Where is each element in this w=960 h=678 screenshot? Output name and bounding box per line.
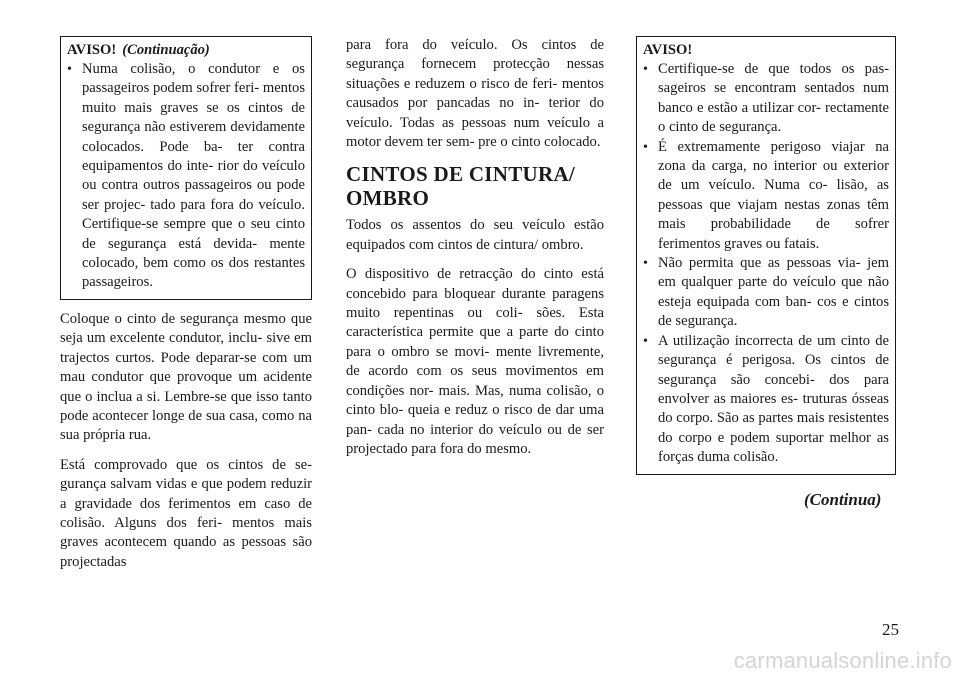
- warning-heading: [67, 41, 305, 60]
- column-right: [636, 36, 896, 485]
- warning-box-continued: [60, 36, 312, 300]
- body-paragraph: Todos os assentos do seu veículo estão equipados com cintos de cintura/ ombro.: [346, 217, 604, 253]
- body-paragraph: Coloque o cinto de segurança mesmo que seja um excelente condutor, inclu- sive em trajectos curtos. Pode deparar-se com um mau condutor que provoque um acidente que o inclua a si. Lembre-se que isso tanto pode acontecer longe de sua casa, como na sua própria rua.: [60, 310, 312, 444]
- page-number: 25: [882, 620, 899, 639]
- column-left: [60, 36, 312, 582]
- bullet-icon: •: [643, 62, 648, 77]
- warning-list: [643, 60, 889, 468]
- warning-item-text: Não permita que as pessoas via- jem em qualquer parte do veículo que não esteja equipada com ban- cos e cintos de segurança.: [658, 255, 889, 330]
- warning-box: [636, 36, 896, 475]
- column-middle: [346, 36, 604, 469]
- warning-item: [643, 332, 889, 468]
- warning-item: [643, 60, 889, 138]
- bullet-icon: •: [67, 62, 72, 77]
- section-title-line: CINTOS DE CINTURA/: [346, 162, 576, 187]
- warning-item-text: A utilização incorrecta de um cinto de segurança é perigosa. Os cintos de segurança são concebi- dos para envolver as maiores es- truturas ósseas do corpo. São as partes mais resistentes do corpo e podem suportar melhor as forças duma colisão.: [658, 332, 889, 466]
- warning-item-text: Numa colisão, o condutor e os passageiros podem sofrer feri- mentos muito mais graves se os cintos de segurança não estiverem devidamente colocados. Pode ba- ter contra equipamentos do inte- rior do veículo ou contra outros passageiros ou pode ser projec- tado para fora do veículo. Certifique-se sempre que o seu cinto de segurança está devida- mente colocado, bem como os dos restantes passageiros.: [82, 61, 305, 291]
- site-watermark: carmanualsonline.info: [733, 648, 952, 673]
- section-title: [346, 162, 604, 210]
- warning-item-text: Certifique-se de que todos os pas- sageiros se encontram sentados num banco e estão a utilizar cor- rectamente o cinto de segurança.: [658, 61, 889, 136]
- warning-label: AVISO!: [643, 42, 693, 58]
- warning-item: [643, 138, 889, 254]
- warning-continuation-label: (Continuação): [122, 42, 210, 58]
- body-paragraph: Está comprovado que os cintos de se- gurança salvam vidas e que podem reduzir a gravidade dos ferimentos em caso de colisão. Alguns dos feri- mentos mais graves acontecem quando as pessoas são projectadas: [60, 456, 312, 570]
- bullet-icon: •: [643, 333, 648, 349]
- continued-label: (Continua): [804, 490, 882, 509]
- body-paragraph: O dispositivo de retracção do cinto está concebido para bloquear durante paragens muito repentinas ou coli- sões. Esta característica permite que a parte do cinto para o ombro se movi- mente livremente, de acordo com os seus movimentos em condições nor- mais. Mas, numa colisão, o cinto blo- queia e reduz o risco de dar uma pan- cada no interior do veículo ou de ser projectado para fora do mesmo.: [346, 266, 604, 457]
- warning-item-text: É extremamente perigoso viajar na zona da carga, no interior ou exterior de um veículo. Numa co- lisão, as pessoas que viajam nestas zonas têm mais probabilidade de sofrer ferimentos graves ou fatais.: [658, 138, 889, 252]
- bullet-icon: •: [643, 139, 648, 155]
- body-paragraph: para fora do veículo. Os cintos de segurança fornecem protecção nessas situações e reduzem o risco de feri- mentos causados por pancadas no in- terior do veículo. Todas as pessoas num veículo a motor devem ter sem- pre o cinto colocado.: [346, 37, 604, 151]
- warning-item: [67, 60, 305, 293]
- bullet-icon: •: [643, 256, 648, 272]
- warning-item: [643, 254, 889, 332]
- warning-heading: [643, 41, 889, 60]
- section-title-line: OMBRO: [346, 186, 430, 211]
- warning-list: [67, 60, 305, 293]
- warning-label: AVISO!: [67, 42, 117, 58]
